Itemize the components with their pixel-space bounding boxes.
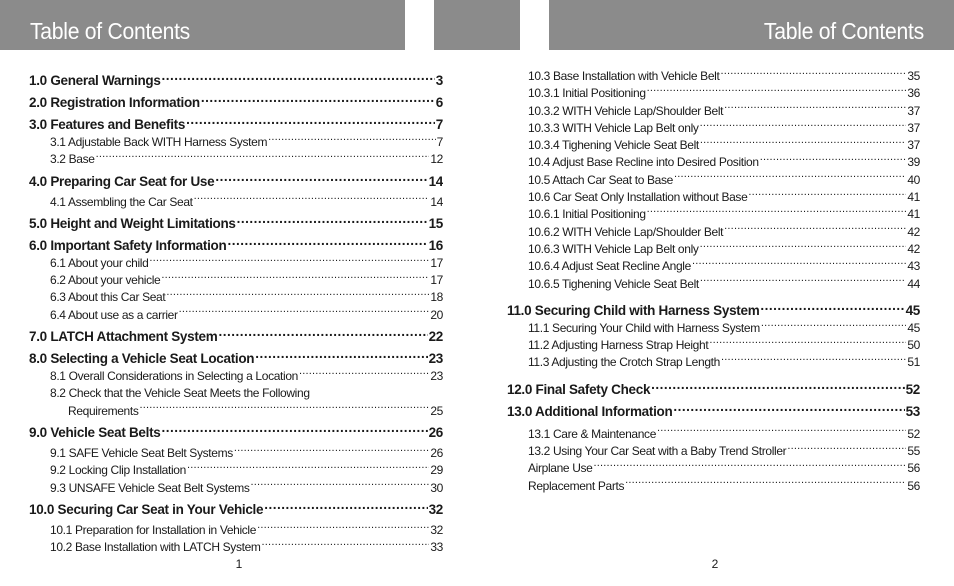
toc-subentry[interactable]: 10.3.3 WITH Vehicle Lap Belt only ..... 37	[507, 120, 920, 137]
toc-subentry[interactable]: 13.2 Using Your Car Seat with a Baby Trend Stroller ..... 55	[507, 443, 920, 460]
toc-entry[interactable]: 9.0 Vehicle Seat Belts ..... 26	[29, 423, 443, 442]
page-title-right: Table of Contents	[764, 18, 924, 44]
toc-subentry[interactable]: 13.1 Care & Maintenance ..... 52	[507, 426, 920, 443]
toc-entry[interactable]: 2.0 Registration Information ..... 6	[29, 93, 443, 112]
toc-subentry[interactable]: 8.1 Overall Considerations in Selecting a Location ..... 23	[29, 368, 443, 385]
toc-subentry[interactable]: 10.6.3 WITH Vehicle Lap Belt only ..... 42	[507, 241, 920, 258]
toc-entry[interactable]: 8.0 Selecting a Vehicle Seat Location ..... 23	[29, 349, 443, 368]
toc-subentry[interactable]: 10.5 Attach Car Seat to Base ..... 40	[507, 172, 920, 189]
header-band-center-left	[434, 0, 520, 50]
toc-subentry[interactable]: 10.3.4 Tighening Vehicle Seat Belt ..... 37	[507, 137, 920, 154]
page-number-left: 1	[235, 557, 243, 571]
toc-entry[interactable]: 12.0 Final Safety Check ..... 52	[507, 380, 920, 399]
toc-entry[interactable]: 1.0 General Warnings ..... 3	[29, 71, 443, 90]
toc-subentry[interactable]: 10.3 Base Installation with Vehicle Belt ..... 35	[507, 68, 920, 85]
toc-right-column	[507, 68, 920, 495]
toc-subentry[interactable]: 6.3 About this Car Seat ..... 18	[29, 289, 443, 306]
toc-subentry[interactable]: 6.1 About your child ..... 17	[29, 255, 443, 272]
toc-subentry[interactable]: 9.3 UNSAFE Vehicle Seat Belt Systems ..... 30	[29, 480, 443, 497]
toc-subentry[interactable]: 3.1 Adjustable Back WITH Harness System ..... 7	[29, 134, 443, 151]
toc-subentry[interactable]: 4.1 Assembling the Car Seat ..... 14	[29, 194, 443, 211]
toc-subentry[interactable]: 10.1 Preparation for Installation in Vehicle ..... 32	[29, 522, 443, 539]
toc-subentry[interactable]: 11.2 Adjusting Harness Strap Height ..... 50	[507, 337, 920, 354]
toc-subentry[interactable]: 11.3 Adjusting the Crotch Strap Length ..... 51	[507, 354, 920, 371]
toc-subentry[interactable]: 10.3.1 Initial Positioning ..... 36	[507, 85, 920, 102]
toc-subentry[interactable]: 10.6.1 Initial Positioning ..... 41	[507, 206, 920, 223]
toc-subentry[interactable]: 9.1 SAFE Vehicle Seat Belt Systems ..... 26	[29, 445, 443, 462]
page-title-left: Table of Contents	[30, 18, 190, 44]
toc-entry[interactable]: 5.0 Height and Weight Limitations ..... 15	[29, 214, 443, 233]
toc-subentry[interactable]: 3.2 Base ..... 12	[29, 151, 443, 168]
toc-subentry[interactable]: 10.6.2 WITH Vehicle Lap/Shoulder Belt ..... 42	[507, 224, 920, 241]
toc-left-column	[29, 68, 443, 556]
toc-entry[interactable]: 6.0 Important Safety Information ..... 16	[29, 236, 443, 255]
page-number-right: 2	[711, 557, 719, 571]
toc-subentry[interactable]: 10.4 Adjust Base Recline into Desired Position ..... 39	[507, 154, 920, 171]
toc-subentry[interactable]: 9.2 Locking Clip Installation ..... 29	[29, 462, 443, 479]
toc-subentry[interactable]: 10.3.2 WITH Vehicle Lap/Shoulder Belt ..... 37	[507, 103, 920, 120]
toc-subentry[interactable]: Airplane Use ..... 56	[507, 460, 920, 477]
toc-subentry[interactable]: 6.4 About use as a carrier ..... 20	[29, 307, 443, 324]
toc-subentry[interactable]: 10.6 Car Seat Only Installation without Base ..... 41	[507, 189, 920, 206]
toc-entry[interactable]: 4.0 Preparing Car Seat for Use ..... 14	[29, 172, 443, 191]
toc-subentry[interactable]: 10.6.4 Adjust Seat Recline Angle ..... 43	[507, 258, 920, 275]
toc-entry[interactable]: 13.0 Additional Information ..... 53	[507, 402, 920, 421]
toc-subentry[interactable]: 6.2 About your vehicle ..... 17	[29, 272, 443, 289]
toc-subentry-continuation[interactable]: Requirements ..... 25	[29, 403, 443, 420]
toc-subentry[interactable]: 11.1 Securing Your Child with Harness System ..... 45	[507, 320, 920, 337]
toc-entry[interactable]: 3.0 Features and Benefits ..... 7	[29, 115, 443, 134]
toc-subentry[interactable]: Replacement Parts ..... 56	[507, 478, 920, 495]
toc-entry[interactable]: 7.0 LATCH Attachment System ..... 22	[29, 327, 443, 346]
toc-subentry[interactable]: 10.2 Base Installation with LATCH System ..... 33	[29, 539, 443, 556]
toc-subentry-first-line[interactable]: 8.2 Check that the Vehicle Seat Meets the Following	[50, 386, 310, 401]
toc-entry[interactable]: 11.0 Securing Child with Harness System ..... 45	[507, 301, 920, 320]
toc-subentry[interactable]: 10.6.5 Tighening Vehicle Seat Belt ..... 44	[507, 276, 920, 293]
toc-entry[interactable]: 10.0 Securing Car Seat in Your Vehicle ..... 32	[29, 500, 443, 519]
